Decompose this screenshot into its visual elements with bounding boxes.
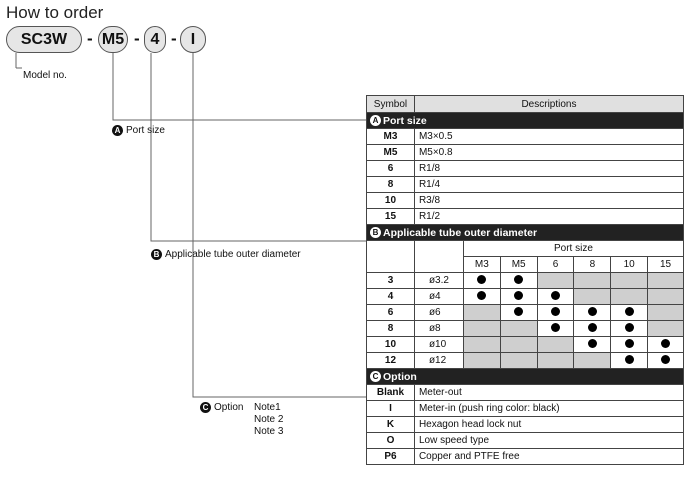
description-cell: M3×0.5 [414, 129, 683, 145]
available-dot-icon [625, 307, 634, 316]
availability-cell [537, 353, 574, 369]
availability-cell [463, 305, 500, 321]
symbol-cell: P6 [367, 449, 415, 465]
available-dot-icon [477, 275, 486, 284]
port-code-pill: M5 [98, 26, 128, 53]
availability-cell [648, 321, 684, 337]
availability-cell [574, 321, 611, 337]
availability-cell [463, 337, 500, 353]
port-row [367, 209, 684, 225]
model-no-label: Model no. [23, 70, 67, 81]
availability-cell [648, 273, 684, 289]
symbol-cell: 8 [367, 321, 415, 337]
availability-cell [611, 353, 648, 369]
availability-cell [648, 337, 684, 353]
availability-cell [611, 337, 648, 353]
tube-od-cell: ø10 [414, 337, 463, 353]
marker-c-icon: C [200, 402, 211, 413]
availability-cell [500, 273, 537, 289]
availability-cell [648, 289, 684, 305]
availability-cell [537, 273, 574, 289]
description-cell: M5×0.8 [414, 145, 683, 161]
description-cell: Hexagon head lock nut [414, 417, 683, 433]
section-b-header: B Applicable tube outer diameter [367, 225, 684, 241]
port-row [367, 129, 684, 145]
available-dot-icon [588, 339, 597, 348]
tube-row [367, 321, 684, 337]
header-descriptions: Descriptions [414, 96, 683, 113]
available-dot-icon [477, 291, 486, 300]
port-col-header: 10 [611, 257, 648, 273]
availability-cell [648, 305, 684, 321]
symbol-cell: O [367, 433, 415, 449]
availability-cell [463, 273, 500, 289]
option-label: C Option [200, 402, 243, 413]
availability-cell [463, 353, 500, 369]
tube-od-label: B Applicable tube outer diameter [151, 249, 301, 260]
marker-a-icon: A [112, 125, 123, 136]
availability-cell [648, 353, 684, 369]
available-dot-icon [551, 307, 560, 316]
availability-cell [463, 321, 500, 337]
port-size-label: A Port size [112, 125, 165, 136]
availability-cell [574, 337, 611, 353]
description-cell: Meter-out [414, 385, 683, 401]
port-row [367, 177, 684, 193]
description-cell: Low speed type [414, 433, 683, 449]
option-row [367, 433, 684, 449]
spec-table [366, 95, 684, 465]
symbol-cell: I [367, 401, 415, 417]
option-row [367, 449, 684, 465]
symbol-cell: Blank [367, 385, 415, 401]
model-code-pill: SC3W [6, 26, 82, 53]
description-cell: Copper and PTFE free [414, 449, 683, 465]
header-symbol: Symbol [367, 96, 415, 113]
description-cell: R1/8 [414, 161, 683, 177]
marker-c-icon: C [370, 371, 381, 382]
availability-cell [574, 353, 611, 369]
option-row [367, 401, 684, 417]
available-dot-icon [661, 355, 670, 364]
symbol-cell: 10 [367, 337, 415, 353]
port-row [367, 145, 684, 161]
availability-cell [463, 289, 500, 305]
port-col-header: M5 [500, 257, 537, 273]
port-size-subheader-label: Port size [463, 241, 683, 257]
available-dot-icon [514, 275, 523, 284]
port-size-subheader [367, 241, 684, 257]
option-row [367, 385, 684, 401]
symbol-cell: M5 [367, 145, 415, 161]
symbol-cell: 15 [367, 209, 415, 225]
description-cell: R1/4 [414, 177, 683, 193]
available-dot-icon [514, 307, 523, 316]
description-cell: R1/2 [414, 209, 683, 225]
marker-a-icon: A [370, 115, 381, 126]
available-dot-icon [588, 307, 597, 316]
section-a-header: A Port size [367, 113, 684, 129]
availability-cell [500, 321, 537, 337]
symbol-cell: 8 [367, 177, 415, 193]
tube-od-cell: ø12 [414, 353, 463, 369]
symbol-cell: 6 [367, 305, 415, 321]
port-col-header: 6 [537, 257, 574, 273]
available-dot-icon [514, 291, 523, 300]
availability-cell [611, 321, 648, 337]
availability-cell [500, 289, 537, 305]
tube-row [367, 273, 684, 289]
separator: - [171, 29, 177, 48]
availability-cell [574, 273, 611, 289]
note-3: Note 3 [254, 426, 284, 437]
tube-row [367, 337, 684, 353]
marker-b-icon: B [370, 227, 381, 238]
availability-cell [500, 337, 537, 353]
symbol-cell: M3 [367, 129, 415, 145]
note-2: Note 2 [254, 414, 284, 425]
symbol-cell: 10 [367, 193, 415, 209]
section-c-header: C Option [367, 369, 684, 385]
tube-code-pill: 4 [144, 26, 166, 53]
port-row [367, 193, 684, 209]
availability-cell [611, 289, 648, 305]
tube-od-cell: ø3.2 [414, 273, 463, 289]
symbol-cell: 4 [367, 289, 415, 305]
availability-cell [574, 305, 611, 321]
available-dot-icon [625, 323, 634, 332]
note-1: Note1 [254, 402, 281, 413]
tube-row [367, 305, 684, 321]
available-dot-icon [625, 339, 634, 348]
tube-row [367, 353, 684, 369]
tube-row [367, 289, 684, 305]
tube-od-cell: ø8 [414, 321, 463, 337]
marker-b-icon: B [151, 249, 162, 260]
availability-cell [611, 305, 648, 321]
option-notes [254, 402, 283, 438]
availability-cell [611, 273, 648, 289]
port-row [367, 161, 684, 177]
availability-cell [537, 337, 574, 353]
availability-cell [500, 353, 537, 369]
table-header [367, 96, 684, 113]
availability-cell [537, 305, 574, 321]
description-cell: Meter-in (push ring color: black) [414, 401, 683, 417]
option-row [367, 417, 684, 433]
description-cell: R3/8 [414, 193, 683, 209]
availability-cell [574, 289, 611, 305]
symbol-cell: 6 [367, 161, 415, 177]
availability-cell [537, 289, 574, 305]
available-dot-icon [588, 323, 597, 332]
symbol-cell: K [367, 417, 415, 433]
available-dot-icon [551, 291, 560, 300]
option-code-pill: I [180, 26, 206, 53]
availability-cell [537, 321, 574, 337]
symbol-cell: 12 [367, 353, 415, 369]
port-col-header: 15 [648, 257, 684, 273]
separator: - [87, 29, 93, 48]
page-title: How to order [6, 3, 104, 22]
separator: - [134, 29, 140, 48]
available-dot-icon [551, 323, 560, 332]
availability-cell [500, 305, 537, 321]
tube-od-cell: ø6 [414, 305, 463, 321]
symbol-cell: 3 [367, 273, 415, 289]
available-dot-icon [661, 339, 670, 348]
port-col-header: 8 [574, 257, 611, 273]
port-col-header: M3 [463, 257, 500, 273]
available-dot-icon [625, 355, 634, 364]
tube-od-cell: ø4 [414, 289, 463, 305]
